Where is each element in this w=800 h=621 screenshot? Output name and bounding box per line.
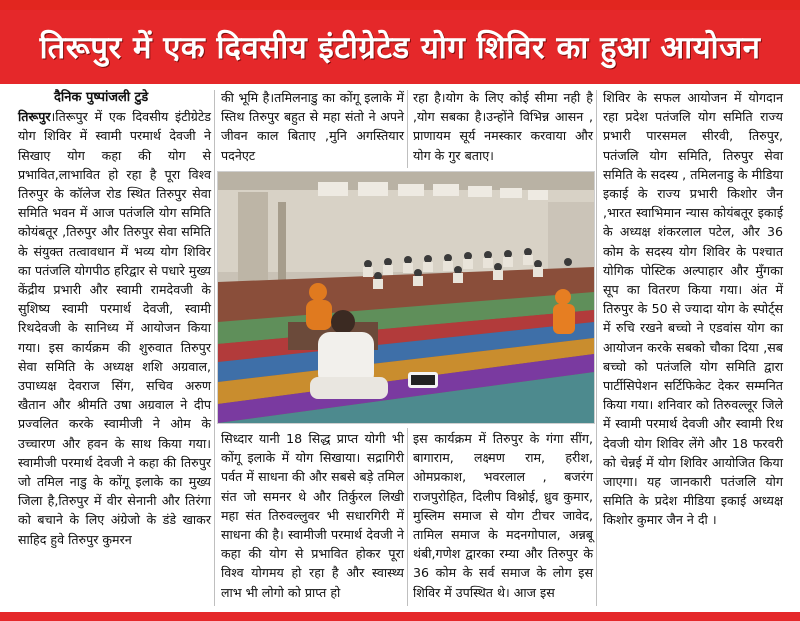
yoga-hall-photo-icon [218, 172, 594, 423]
column-2-bottom-text: सिध्दार यानी 18 सिद्ध प्राप्त योगी भी कोंगू इलाके में योग सिखाया। सद्रागिरी पर्वत में साधना की और सबसे बड़े तमिल संत जो समनर थे और तिर्कुरल लिखी महा संत तिरुवल्लुवर भी सधारगिरी में साधना की है। स्वामीजी परमार्थ देवजी ने कहा की योग से प्रभावित होकर पूरा विश्व योगमय हो रहा है और स्वास्थ्य लाभ भी लोगो को प्राप्त हो [221, 431, 404, 600]
column-divider-4 [407, 428, 408, 606]
dateline: तिरूपुर [18, 109, 51, 125]
column-divider-3 [596, 90, 597, 606]
banner-main [0, 10, 800, 84]
column-1-text [18, 107, 211, 549]
column-1-lead: ।तिरूपुर में एक दिवसीय इंटीग्रेटेड योग शिविर में स्वामी परमार्थ देवजी ने सिखाए योग कहा की योग से प्रभावित,लाभावित हो रहा है पूरा विश्व तिरुपुर के कॉलेज रोड स्थित तिरुपुर सेवा समिति भवन में आज पतंजलि योग समिति कोयंबतूर ,तिरुपुर और तिरुपुर सेवा समिति के संयुक्त तत्वावधान में भव्य योग शिविर का पतंजलि योगपीठ हरिद्वार से पधारे मुख्य केंद्रीय प्रभारी और स्वामी रामदेवजी के सुशिष्य स्वामी परमार्थ देवजी, स्वामी रिथदेवजी के सानिध्य में आयोजन किया गया। इस कार्यक्रम की शुरुवात तिरुपुर सेवा समिति के अध्यक्ष शशि अग्रवाल, उपाध्यक्ष देवराज सिंग, सचिव अरुण खैतान और श्रीमति उषा अग्रवाल ने दीप प्रज्वलित करके स्वामीजी ने ओम के उच्चारण और हवन के साथ किया गया। स्वामीजी परमार्थ देवजी ने कहा की तिरुपुर जो तमिल नाडु के कोंगू इलाके का मुख्य जिला है,तिरुपुर में वीर सेनानी और तिरंगा को बचाने के लिए अंग्रेजो के डंडे खाकर साहिद हुवे तिरुपुर कुमरन [18, 109, 211, 547]
column-divider-2 [407, 90, 408, 168]
headline-banner [0, 0, 800, 84]
column-3-bottom-text: इस कार्यक्रम में तिरुपुर के गंगा सींग, बागाराम, लक्ष्मण राम, हरीश, ओमप्रकाश, भवरलाल , बजरंग राजपुरोहित, दिलीप विश्नोई, ध्रुव कुमार, मुस्लिम समाज से योग टीचर जावेद, तामिल समाज के मदनगोपाल, अन्नबू थंबी,गणेश द्वारका रम्या और तिरुपुर के 36 कोम के सर्व समाज के लोग इस शिविर में उपस्थित थे। आज इस [413, 431, 593, 600]
article-photo [217, 171, 595, 424]
byline: दैनिक पुष्पांजली टुडे [54, 90, 149, 105]
article-column-2-bottom [221, 429, 404, 602]
column-4-text: शिविर के सफल आयोजन में योगदान रहा प्रदेश पतंजलि योग समिति राज्य प्रभारी पारसमल सीरवी, तिरुपुर, पतंजलि योग समिति, तिरुपुर सेवा समिति के सदस्य , तमिलनाडु के मीडिया इकाई के राज्य प्रभारी किशोर जैन ,भारत स्वाभिमान न्यास कोयंबतूर इकाई के अध्यक्ष शंकरलाल पटेल, और 36 कोम के सदस्य योग शिविर के पश्चात योगिक पोस्टिक अल्पाहार और मुँगका सूप का वितरण किया गया। अंत में तिरुपुर के 50 से ज्यादा योग के स्पोर्ट्स में रुचि रखने बच्चो ने एडवांस योग का आयोजन करके सबको चौका दिया ,सब बच्चो को पतंजलि योग समिति द्वारा पार्टीसिपेशन सर्टिफिकेट देकर सम्मनित किया गया। शनिवार को तिरुवल्लूर जिले में स्वामी परमार्थ देवजी और स्वामी रिथ देवजी योग शिविर लेंगे और 18 फरवरी को चेन्नई में योग शिविर आयोजित किया जाएगा। यह जानकारी पतंजलि योग समिति के प्रदेश मीडिया इकाई अध्यक्ष किशोर कुमार जैन ने दी । [603, 90, 783, 528]
article-column-3-bottom [413, 429, 593, 602]
article-column-2-top [221, 88, 404, 165]
column-3-top-text: रहा है।योग के लिए कोई सीमा नही है ,योग सबका है।उन्होंने विभिन्न आसन , प्राणायम सूर्य नमस्कार करवाया और योग के गुर बताए। [413, 90, 593, 163]
article-column-3-top [413, 88, 593, 165]
article-column-4 [603, 88, 783, 530]
bottom-stripe [0, 612, 800, 621]
column-2-top-text: की भूमि है।तमिलनाडु का कोंगू इलाके में स्तिथ तिरुपुर बहुत से महा संतो ने अपने जीवन काल बिताए ,मुनि अगस्तियार पदनेएट [221, 90, 404, 163]
article-column-1 [18, 88, 211, 549]
headline: तिरूपुर में एक दिवसीय इंटीग्रेटेड योग शिविर का हुआ आयोजन [39, 30, 761, 66]
column-divider-1 [214, 90, 215, 606]
banner-top-stripe [0, 0, 800, 10]
